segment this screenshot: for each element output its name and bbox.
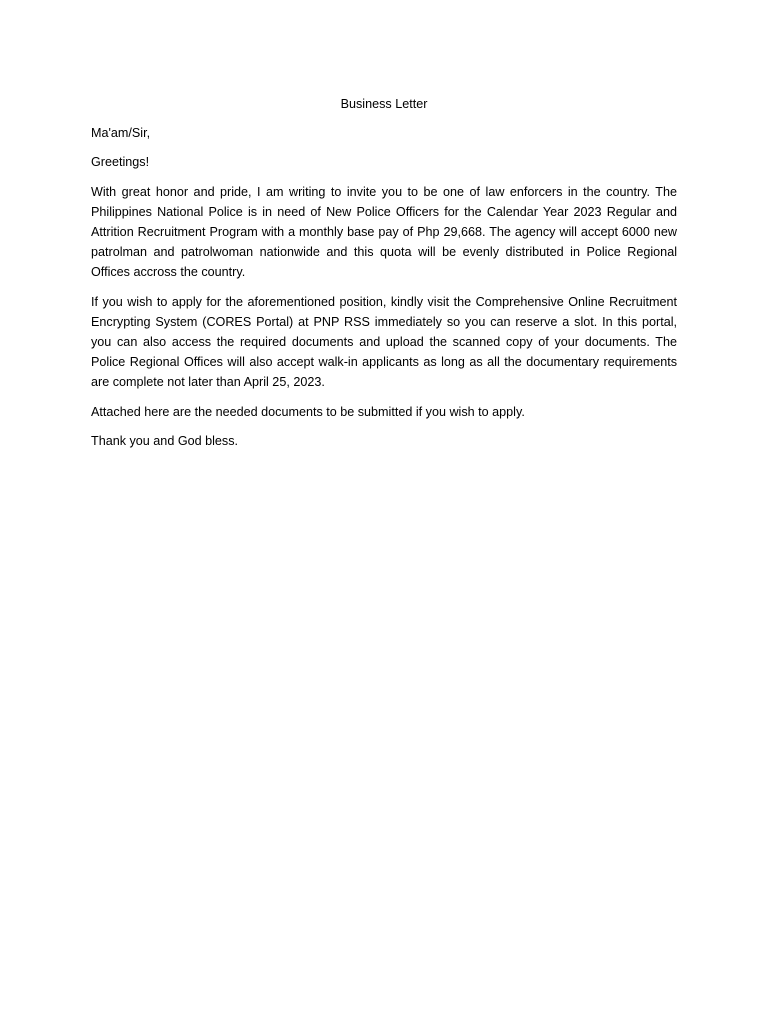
paragraph-attachment: Attached here are the needed documents to be submitted if you wish to apply. [91, 404, 525, 419]
salutation: Ma'am/Sir, [91, 126, 151, 141]
paragraph-application: If you wish to apply for the aforementioned position, kindly visit the Comprehensive Online Recruitment Encrypting System (CORES Portal) at PNP RSS immediately so you can reserve a slot. In this portal, you can also access the required documents and upload the scanned copy of your documents. The Police Regional Offices will also accept walk-in applicants as long as all the documentary requirements are complete not later than April 25, 2023. [91, 294, 677, 390]
letter-body [91, 94, 677, 460]
paragraph-invitation: With great honor and pride, I am writing to invite you to be one of law enforcers in the country. The Philippines National Police is in need of New Police Officers for the Calendar Year 2023 Regular and Attrition Recruitment Program with a monthly base pay of Php 29,668. The agency will accept 6000 new patrolman and patrolwoman nationwide and this quota will be evenly distributed in Police Regional Offices accross the country. [91, 184, 677, 280]
greeting: Greetings! [91, 155, 150, 170]
closing: Thank you and God bless. [91, 433, 239, 448]
letter-title: Business Letter [340, 97, 428, 111]
